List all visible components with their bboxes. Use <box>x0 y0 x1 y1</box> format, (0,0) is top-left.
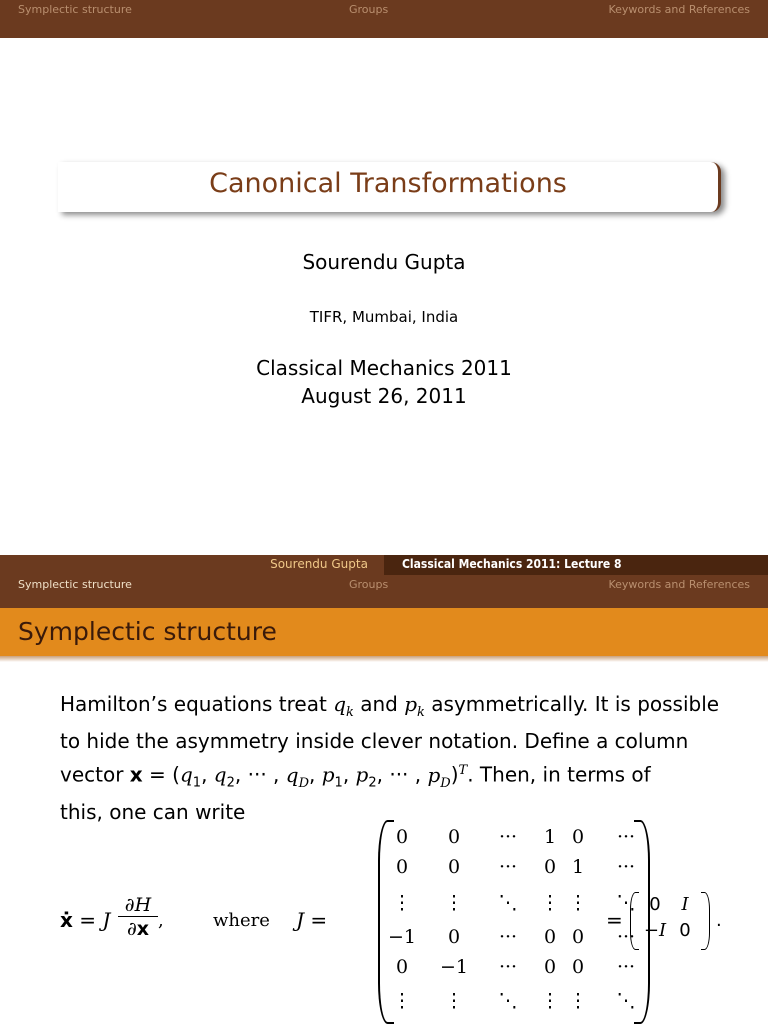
matrix-cell: ⋮ <box>540 990 560 1012</box>
matrix-cell: ⋱ <box>498 990 518 1012</box>
matrix-cell: 0 <box>543 856 557 878</box>
eq-lhs: ẋ = J <box>60 908 111 932</box>
course-name: Classical Mechanics 2011 <box>256 356 512 380</box>
matrix-cell: ⋮ <box>392 990 412 1012</box>
matrix-cell: 1 <box>543 826 557 848</box>
matrix-cell: ⋮ <box>392 892 412 914</box>
hamilton-equation: ẋ = J ∂H ∂x , where J = 0 0 ··· 1 0 ··· 0 0 ··· 0 1 ··· ⋮ ⋮ ⋱ ⋮ ⋮ ⋱ −1 0 ··· 0 0 ··· 0 −1 ··· 0 0 ··· ⋮ ⋮ ⋱ ⋮ ⋮ ⋱ = 0 I −I 0 . <box>60 820 760 1024</box>
matrix-cell: ··· <box>616 956 636 978</box>
matrix-cell: ⋮ <box>540 892 560 914</box>
matrix-cell: 0 <box>571 956 585 978</box>
matrix-cell: ⋮ <box>568 892 588 914</box>
matrix-cell: 0 <box>395 956 409 978</box>
nav2-section-symplectic[interactable]: Symplectic structure <box>18 578 132 591</box>
footer-lecture: Classical Mechanics 2011: Lecture 8 <box>402 557 622 571</box>
nav-section-groups[interactable]: Groups <box>349 3 389 16</box>
matrix-cell: ··· <box>616 826 636 848</box>
body-line-1: Hamilton’s equations treat $q_k$ and $p_k$ asymmetrically. It is possible <box>60 692 720 720</box>
matrix-cell: ··· <box>498 856 518 878</box>
matrix-cell: ··· <box>616 856 636 878</box>
matrix-cell: 0 <box>571 926 585 948</box>
presentation-date: August 26, 2011 <box>301 384 467 408</box>
frame-title: Symplectic structure <box>18 617 277 646</box>
eq-fraction: ∂H ∂x <box>118 894 158 941</box>
matrix-cell: 0 <box>447 926 461 948</box>
author-name: Sourendu Gupta <box>302 250 466 274</box>
matrix-cell: 1 <box>571 856 585 878</box>
matrix-cell: ⋮ <box>444 892 464 914</box>
nav2-section-keywords[interactable]: Keywords and References <box>608 578 750 591</box>
matrix-cell: ··· <box>498 926 518 948</box>
nav-section-keywords[interactable]: Keywords and References <box>608 3 750 16</box>
body-line-3: vector $x = (q_1$, $q_2$, ··· , $q_D$, $p_1$, $p_2$, ··· , $p_D)^T$. Then, in terms of <box>60 762 651 791</box>
block-cell: 0 <box>679 920 691 941</box>
block-cell: 0 <box>649 894 661 915</box>
matrix-cell: 0 <box>543 926 557 948</box>
footer-lecture-box <box>384 555 768 575</box>
footer-bar <box>0 555 768 575</box>
matrix-cell: 0 <box>571 826 585 848</box>
frame-title-bar <box>0 608 768 656</box>
presentation-title: Canonical Transformations <box>209 168 567 199</box>
body-line-4: this, one can write <box>60 799 246 824</box>
matrix-cell: ⋱ <box>616 892 636 914</box>
matrix-cell: 0 <box>447 826 461 848</box>
matrix-cell: ··· <box>498 956 518 978</box>
eq-where: where <box>213 910 270 931</box>
matrix-cell: −1 <box>439 956 468 978</box>
matrix-cell: ⋱ <box>616 990 636 1012</box>
block-cell: −I <box>643 920 667 941</box>
matrix-cell: ⋱ <box>498 892 518 914</box>
block-matrix <box>630 892 710 950</box>
top-navigation-bar <box>0 0 768 38</box>
body-line-2: to hide the asymmetry inside clever notation. Define a column <box>60 729 689 753</box>
institute: TIFR, Mumbai, India <box>309 308 459 326</box>
matrix-cell: 0 <box>395 826 409 848</box>
footer-author: Sourendu Gupta <box>270 557 368 571</box>
eq-equals: = <box>606 908 623 932</box>
slide2-navigation-bar <box>0 575 768 608</box>
block-cell: I <box>681 894 689 915</box>
matrix-cell: ··· <box>498 826 518 848</box>
frame-title-shadow <box>0 656 768 662</box>
title-box <box>58 162 721 212</box>
eq-j-label: J = <box>296 908 328 932</box>
matrix-cell: 0 <box>543 956 557 978</box>
slide-body-text <box>60 690 720 827</box>
matrix-cell: 0 <box>447 856 461 878</box>
matrix-cell: ··· <box>616 926 636 948</box>
matrix-cell: ⋮ <box>568 990 588 1012</box>
nav-section-symplectic[interactable]: Symplectic structure <box>18 3 132 16</box>
matrix-cell: 0 <box>395 856 409 878</box>
matrix-cell: ⋮ <box>444 990 464 1012</box>
nav2-section-groups[interactable]: Groups <box>349 578 389 591</box>
matrix-cell: −1 <box>387 926 416 948</box>
